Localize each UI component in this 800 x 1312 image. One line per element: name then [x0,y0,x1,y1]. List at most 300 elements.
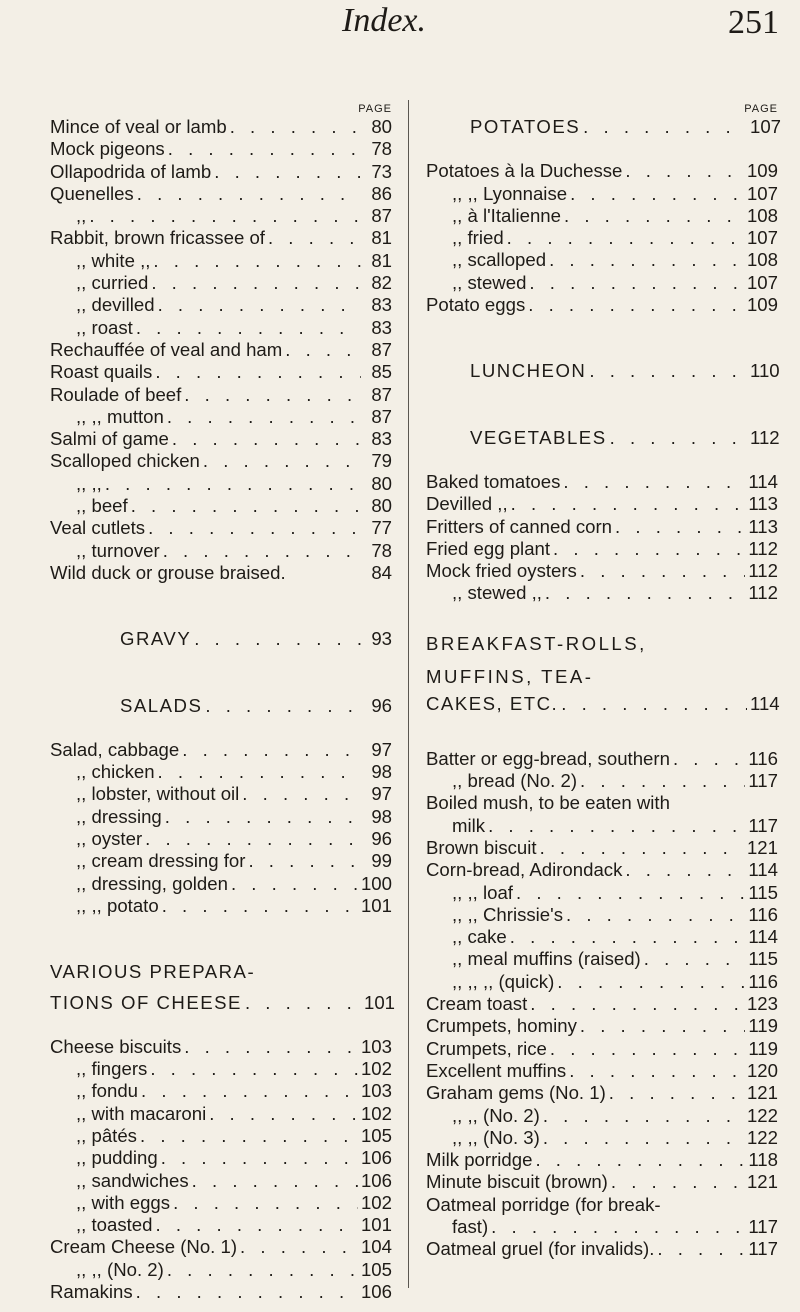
dot-leader [242,783,361,805]
section-title: GRAVY [120,628,192,650]
index-entry [426,1194,778,1216]
section-title: TIONS OF CHEESE [50,991,242,1013]
dot-leader [131,495,361,517]
entry-page: 109 [746,160,778,182]
dot-leader [173,1192,358,1214]
dot-leader [209,1103,358,1125]
dot-leader [268,227,361,249]
dot-leader [583,116,747,138]
index-entry [50,450,392,472]
entry-text: Mock fried oysters [426,560,577,582]
index-entry [426,1238,778,1260]
entry-text: ,, ,, loaf [452,881,513,903]
dot-leader [240,1236,358,1258]
dot-leader [158,294,361,316]
index-entry [50,828,392,850]
dot-leader [167,406,361,428]
entry-page: 117 [748,770,778,792]
entry-page: 114 [748,926,778,948]
index-entry [426,1149,778,1171]
entry-text: ,, stewed [452,271,527,293]
index-entry [50,294,392,316]
index-entry [426,1171,778,1193]
section-page: 112 [750,426,780,448]
section-heading-luncheon [426,360,778,382]
dot-leader [615,516,745,538]
index-entry [426,792,778,814]
entry-text: ,, cream dressing for [76,850,246,872]
dot-leader [511,493,746,515]
entry-page: 121 [746,1082,778,1104]
entry-page: 83 [371,428,392,450]
entry-page: 84 [371,561,392,583]
entry-text: ,, with macaroni [76,1102,207,1124]
index-entry [426,837,778,859]
entry-page: 106 [360,1147,392,1169]
dot-leader [158,761,361,783]
entry-text: ,, ,, (No. 2) [76,1258,164,1280]
dot-leader [561,693,747,715]
section-heading-breakfast-line2: MUFFINS, TEA- [426,665,594,687]
index-entry [50,517,392,539]
entry-text: ,, meal muffins (raised) [452,948,641,970]
entry-text: ,, ,, Lyonnaise [452,182,568,204]
entry-text: Crumpets, rice [426,1037,547,1059]
entry-text: Quenelles [50,182,134,204]
entry-page: 82 [371,272,392,294]
dot-leader [580,560,745,582]
entry-text: Crumpets, hominy [426,1015,577,1037]
entry-text: Brown biscuit [426,836,537,858]
section-title: SALADS [120,694,203,716]
index-entry [50,739,392,761]
index-entry [426,183,778,205]
dot-leader [657,1238,745,1260]
dot-leader [184,1036,358,1058]
entry-page: 116 [748,747,778,769]
index-entry [50,339,392,361]
entry-page: 78 [371,539,392,561]
entry-text: ,, roast [76,316,133,338]
entry-page: 101 [360,1214,392,1236]
entry-page: 107 [746,271,778,293]
entry-page: 77 [371,517,392,539]
dot-leader [214,161,361,183]
entry-page: 114 [748,859,778,881]
dot-leader [550,1038,745,1060]
entry-text: Fried egg plant [426,537,551,559]
entry-text: ,, devilled [76,294,155,316]
dot-leader [194,628,361,650]
entry-text: ,, oyster [76,828,143,850]
dot-leader [507,227,744,249]
entry-page: 99 [371,850,392,872]
dot-leader [673,748,745,770]
dot-leader [543,1127,744,1149]
entry-page: 102 [360,1191,392,1213]
entry-text: Salad, cabbage [50,738,180,760]
entry-page: 106 [360,1169,392,1191]
section-title: POTATOES [470,116,581,137]
entry-page: 100 [360,872,392,894]
entry-text: ,, dressing, golden [76,872,228,894]
index-entry [426,516,778,538]
entry-page: 114 [748,470,778,492]
index-entry [426,748,778,770]
section-heading-breakfast [426,693,778,726]
dot-leader [530,993,744,1015]
entry-page: 105 [360,1124,392,1146]
index-entry [50,272,392,294]
index-entry [50,428,392,450]
dot-leader [580,770,745,792]
index-entry [50,783,392,805]
entry-page: 105 [360,1258,392,1280]
entry-text: Potato eggs [426,294,526,316]
entry-page: 115 [748,948,778,970]
entry-text: Fritters of canned corn [426,515,613,537]
index-entry [426,1060,778,1082]
index-entry [50,227,392,249]
index-entry [426,582,778,604]
entry-text: Mince of veal or lamb [50,116,227,137]
entry-text: Excellent muffins [426,1059,567,1081]
index-entry [426,904,778,926]
entry-text: Veal cutlets [50,517,146,539]
entry-page: 86 [371,182,392,204]
index-entry [50,361,392,383]
right-column [426,102,782,1261]
entry-text: Rechauffée of veal and ham [50,338,283,360]
entry-page: 97 [371,738,392,760]
dot-leader [153,250,361,272]
entry-page: 96 [371,828,392,850]
entry-page: 79 [371,450,392,472]
dot-leader [248,850,361,872]
section-page: 110 [750,360,780,382]
entry-page: 107 [746,227,778,249]
entry-text: ,, ,, potato [76,894,159,916]
index-entry [50,183,392,205]
dot-leader [570,183,744,205]
entry-text: Roulade of beef [50,383,182,405]
entry-text: ,, fingers [76,1058,148,1080]
section-heading-vegetables [426,427,778,449]
index-entry [426,227,778,249]
index-entry [426,471,778,493]
section-title: CAKES, ETC. [426,692,559,714]
dot-leader [488,815,745,837]
section-page: 101 [364,991,396,1013]
entry-page: 87 [371,383,392,405]
dot-leader [644,948,746,970]
left-column [50,102,396,1303]
entry-text: ,, cake [452,926,507,948]
dot-leader [549,249,744,271]
dot-leader [89,205,361,227]
entry-text: Cream Cheese (No. 1) [50,1236,238,1258]
index-entry [426,926,778,948]
entry-text: ,, lobster, without oil [76,783,240,805]
index-entry [50,850,392,872]
entry-text: Ollapodrida of lamb [50,160,212,182]
entry-page: 97 [371,783,392,805]
entry-page: 113 [748,493,778,515]
dot-leader [151,272,361,294]
entry-page: 112 [748,537,778,559]
entry-text: Cheese biscuits [50,1035,182,1057]
dot-leader [155,361,361,383]
index-entry [50,317,392,339]
entry-page: 87 [371,205,392,227]
index-entry [50,1147,392,1169]
page-column-label: PAGE [744,103,778,115]
dot-leader [230,116,361,138]
index-entry [50,1281,392,1303]
section-heading-potatoes [426,116,782,138]
index-entry [50,1236,392,1258]
salad-entries [50,739,392,917]
dot-leader [553,538,745,560]
entry-page: 117 [748,814,778,836]
entry-text: ,, toasted [76,1214,153,1236]
dot-leader [557,971,745,993]
dot-leader [192,1170,358,1192]
entry-page: 112 [748,560,778,582]
entry-page: 102 [360,1058,392,1080]
dot-leader [168,138,361,160]
entry-text: ,, ,, (No. 2) [452,1104,540,1126]
section-title: VEGETABLES [470,426,607,448]
entry-page: 119 [748,1037,778,1059]
entry-page: 117 [748,1238,778,1260]
section-page: 114 [750,692,780,714]
entry-page: 78 [371,138,392,160]
index-entry [426,160,778,182]
entry-page: 123 [746,993,778,1015]
dot-leader [529,272,744,294]
entry-text: ,, with eggs [76,1191,171,1213]
dot-leader [141,1080,358,1102]
entry-text: ,, ,, ,, (quick) [452,970,555,992]
section-page: 93 [371,628,392,650]
entry-text: ,, beef [76,495,128,517]
entry-text: ,, bread (No. 2) [452,770,578,792]
index-entry [426,1015,778,1037]
entry-text: ,, ,, [76,472,102,494]
entry-page: 98 [371,761,392,783]
index-entry [426,205,778,227]
index-entry [50,540,392,562]
entry-text: ,, fondu [76,1080,139,1102]
section-heading-salads [50,695,392,717]
dot-leader [145,828,361,850]
dot-leader [156,1214,358,1236]
index-entry [426,1038,778,1060]
entry-text: ,, ,, mutton [76,405,164,427]
dot-leader [205,695,361,717]
dot-leader [150,1058,358,1080]
entry-page: 104 [360,1236,392,1258]
index-entry [426,1127,778,1149]
entry-page: 113 [748,515,778,537]
column-divider [408,100,409,1288]
index-entry [50,495,392,517]
index-entry [50,873,392,895]
dot-leader [172,428,361,450]
index-entry [426,859,778,881]
entry-page: 116 [748,903,778,925]
entry-text: Wild duck or grouse braised. [50,561,286,583]
entry-page: 83 [371,316,392,338]
dot-leader [162,895,358,917]
entry-page: 80 [371,116,392,137]
index-entry [50,1170,392,1192]
index-entry [50,1192,392,1214]
entry-text: Baked tomatoes [426,470,561,492]
section-title: LUNCHEON [470,360,587,382]
entry-text: ,, turnover [76,539,160,561]
entry-page: 87 [371,405,392,427]
entry-text: ,, chicken [76,761,155,783]
dot-leader [564,205,744,227]
section-heading-gravy [50,628,392,650]
entry-page: 73 [371,160,392,182]
section-heading-breakfast-line1: BREAKFAST-ROLLS, [426,632,647,654]
entry-text: Roast quails [50,361,153,383]
entry-text: ,, curried [76,272,149,294]
entry-page: 106 [360,1281,392,1303]
dot-leader [563,471,745,493]
dot-leader [566,904,745,926]
entry-text: Salmi of game [50,428,169,450]
dot-leader [161,1147,358,1169]
meat-entries [50,116,392,562]
index-entry [50,1080,392,1102]
entry-page: 116 [748,970,778,992]
page-column-label: PAGE [358,103,392,115]
index-entry [426,1082,778,1104]
dot-leader [184,384,361,406]
dot-leader [580,1015,745,1037]
dot-leader [148,517,361,539]
entry-page: 98 [371,805,392,827]
dot-leader [136,317,361,339]
entry-text: Minute biscuit (brown) [426,1171,608,1193]
entry-text: ,, white ,, [76,249,151,271]
entry-page: 120 [746,1059,778,1081]
dot-leader [528,294,744,316]
entry-text: ,, à l'Italienne [452,204,561,226]
dot-leader [231,873,358,895]
dot-leader [625,859,745,881]
page-header [0,0,800,60]
potato-entries [426,160,778,316]
entry-page: 121 [746,836,778,858]
entry-text: Batter or egg-bread, southern [426,747,670,769]
index-entry [426,1216,778,1238]
entry-page: 122 [746,1104,778,1126]
page-number: 251 [728,4,779,41]
section-page: 107 [750,116,782,137]
dot-leader [535,1149,745,1171]
entry-text: ,, dressing [76,805,162,827]
entry-text: Scalloped chicken [50,450,200,472]
entry-page: 108 [746,204,778,226]
dot-leader [163,540,361,562]
entry-text: Potatoes à la Duchesse [426,160,623,182]
dot-leader [543,1105,744,1127]
index-entry [426,560,778,582]
running-title: Index. [342,2,427,39]
index-entry [50,1058,392,1080]
index-entry [50,1036,392,1058]
vegetable-entries [426,471,778,605]
entry-page: 108 [746,249,778,271]
dot-leader [610,427,747,449]
entry-page: 87 [371,338,392,360]
entry-page: 115 [748,881,778,903]
dot-leader [545,582,745,604]
index-entry [426,294,778,316]
entry-page: 103 [360,1035,392,1057]
index-entry [426,249,778,271]
entry-page: 85 [371,361,392,383]
entry-page: 119 [748,1015,778,1037]
index-entry [50,1214,392,1236]
entry-page: 121 [746,1171,778,1193]
dot-leader [609,1082,744,1104]
index-entry [50,406,392,428]
dot-leader [105,473,361,495]
index-entry [50,116,392,138]
index-entry [50,895,392,917]
section-page: 96 [371,694,392,716]
entry-page: 81 [371,249,392,271]
index-entry [50,250,392,272]
index-entry [50,761,392,783]
entry-text: Oatmeal porridge (for break- [426,1193,661,1215]
cheese-entries [50,1036,392,1304]
entry-text: Rabbit, brown fricassee of [50,227,265,249]
entry-page: 80 [371,472,392,494]
index-entry [50,384,392,406]
dot-leader [540,837,744,859]
index-entry [426,1105,778,1127]
entry-page: 118 [748,1149,778,1171]
index-entry [426,948,778,970]
entry-text: ,, pâtés [76,1124,137,1146]
dot-leader [245,992,361,1014]
entry-page: 122 [746,1126,778,1148]
dot-leader [510,926,746,948]
entry-text: ,, ,, (No. 3) [452,1126,540,1148]
index-entry [426,882,778,904]
dot-leader [285,339,361,361]
index-entry [426,971,778,993]
dot-leader [165,806,361,828]
entry-page: 101 [360,894,392,916]
dot-leader [203,450,361,472]
entry-page: 117 [748,1215,778,1237]
section-heading-cheese [50,991,396,1014]
entry-text: ,, ,, Chrissie's [452,903,563,925]
entry-page: 81 [371,227,392,249]
dot-leader [589,360,747,382]
index-entry [50,473,392,495]
index-entry [50,205,392,227]
index-entry [426,993,778,1015]
